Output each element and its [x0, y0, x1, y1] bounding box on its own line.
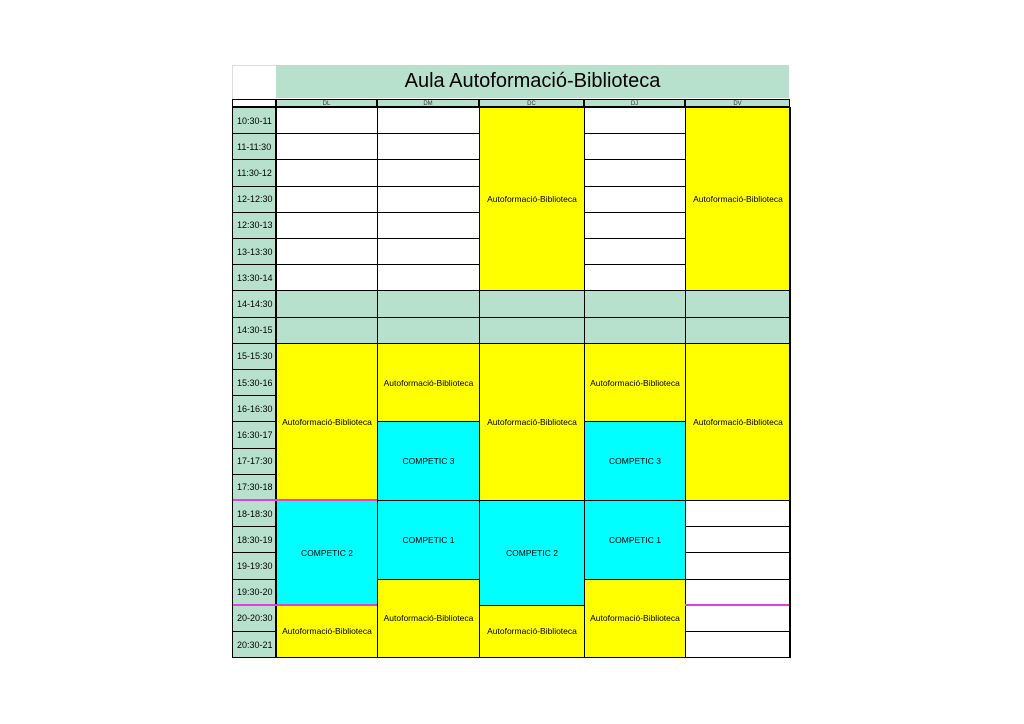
schedule-slot[interactable]: [685, 500, 791, 527]
time-label: 11:30-12: [232, 159, 276, 186]
schedule-slot[interactable]: [276, 238, 378, 265]
separator-line: [685, 604, 790, 606]
schedule-slot[interactable]: [276, 133, 378, 160]
schedule-slot[interactable]: [377, 264, 480, 291]
time-label: 15-15:30: [232, 343, 276, 370]
schedule-slot[interactable]: [276, 212, 378, 239]
schedule-slot[interactable]: [584, 290, 686, 317]
schedule-slot[interactable]: [685, 526, 791, 553]
time-label: 20:30-21: [232, 631, 276, 658]
schedule-slot[interactable]: [377, 290, 480, 317]
schedule-slot[interactable]: [584, 159, 686, 186]
class-block-competic[interactable]: COMPETIC 2: [479, 500, 585, 606]
class-block-competic[interactable]: COMPETIC 3: [584, 421, 686, 501]
schedule-slot[interactable]: [685, 605, 791, 632]
day-header-dj: DJ: [584, 99, 685, 107]
time-label: 14-14:30: [232, 290, 276, 317]
schedule-slot[interactable]: [377, 107, 480, 134]
time-label: 16:30-17: [232, 421, 276, 448]
schedule-slot[interactable]: [276, 107, 378, 134]
time-label: 15:30-16: [232, 369, 276, 396]
time-label: 10:30-11: [232, 107, 276, 134]
time-label: 18:30-19: [232, 526, 276, 553]
schedule-slot[interactable]: [377, 238, 480, 265]
time-label: 13-13:30: [232, 238, 276, 265]
page-title: Aula Autoformació-Biblioteca: [276, 65, 789, 98]
schedule-slot[interactable]: [276, 290, 378, 317]
schedule-slot[interactable]: [377, 159, 480, 186]
separator-line: [232, 499, 377, 501]
day-header-dm: DM: [377, 99, 479, 107]
day-header-dc: DC: [479, 99, 584, 107]
time-label: 11-11:30: [232, 133, 276, 160]
class-block-competic[interactable]: COMPETIC 2: [276, 500, 378, 606]
schedule-slot[interactable]: [685, 579, 791, 606]
class-block-autoformacio[interactable]: Autoformació-Biblioteca: [479, 343, 585, 501]
class-block-competic[interactable]: COMPETIC 1: [584, 500, 686, 580]
time-label: 19-19:30: [232, 552, 276, 579]
time-label: 12-12:30: [232, 186, 276, 213]
schedule-slot[interactable]: [685, 317, 791, 344]
schedule-slot[interactable]: [276, 186, 378, 213]
time-header-blank: [232, 99, 276, 107]
schedule-slot[interactable]: [479, 290, 585, 317]
schedule-slot[interactable]: [584, 107, 686, 134]
time-label: 14:30-15: [232, 317, 276, 344]
time-label: 20-20:30: [232, 605, 276, 632]
schedule-slot[interactable]: [584, 212, 686, 239]
schedule-slot[interactable]: [584, 238, 686, 265]
schedule-slot[interactable]: [276, 317, 378, 344]
schedule-slot[interactable]: [377, 212, 480, 239]
class-block-autoformacio[interactable]: Autoformació-Biblioteca: [377, 579, 480, 659]
class-block-autoformacio[interactable]: Autoformació-Biblioteca: [479, 107, 585, 291]
time-label: 12:30-13: [232, 212, 276, 239]
schedule-slot[interactable]: [377, 317, 480, 344]
separator-line: [232, 604, 377, 606]
schedule-slot[interactable]: [584, 317, 686, 344]
schedule-slot[interactable]: [276, 159, 378, 186]
class-block-competic[interactable]: COMPETIC 3: [377, 421, 480, 501]
class-block-competic[interactable]: COMPETIC 1: [377, 500, 480, 580]
class-block-autoformacio[interactable]: Autoformació-Biblioteca: [584, 579, 686, 659]
schedule-slot[interactable]: [584, 133, 686, 160]
class-block-autoformacio[interactable]: Autoformació-Biblioteca: [685, 343, 791, 501]
day-header-dv: DV: [685, 99, 790, 107]
schedule-slot[interactable]: [584, 264, 686, 291]
class-block-autoformacio[interactable]: Autoformació-Biblioteca: [584, 343, 686, 423]
schedule-slot[interactable]: [479, 317, 585, 344]
schedule-slot[interactable]: [685, 631, 791, 658]
time-label: 18-18:30: [232, 500, 276, 527]
time-label: 19:30-20: [232, 579, 276, 606]
corner-cell: [232, 65, 277, 100]
time-label: 16-16:30: [232, 395, 276, 422]
schedule-slot[interactable]: [584, 186, 686, 213]
class-block-autoformacio[interactable]: Autoformació-Biblioteca: [276, 605, 378, 658]
time-label: 13:30-14: [232, 264, 276, 291]
schedule-slot[interactable]: [276, 264, 378, 291]
schedule-slot[interactable]: [377, 133, 480, 160]
class-block-autoformacio[interactable]: Autoformació-Biblioteca: [276, 343, 378, 501]
schedule-slot[interactable]: [685, 290, 791, 317]
schedule-slot[interactable]: [377, 186, 480, 213]
day-header-dl: DL: [276, 99, 377, 107]
class-block-autoformacio[interactable]: Autoformació-Biblioteca: [479, 605, 585, 658]
time-label: 17:30-18: [232, 474, 276, 501]
class-block-autoformacio[interactable]: Autoformació-Biblioteca: [685, 107, 791, 291]
time-label: 17-17:30: [232, 448, 276, 475]
schedule-slot[interactable]: [685, 552, 791, 579]
class-block-autoformacio[interactable]: Autoformació-Biblioteca: [377, 343, 480, 423]
